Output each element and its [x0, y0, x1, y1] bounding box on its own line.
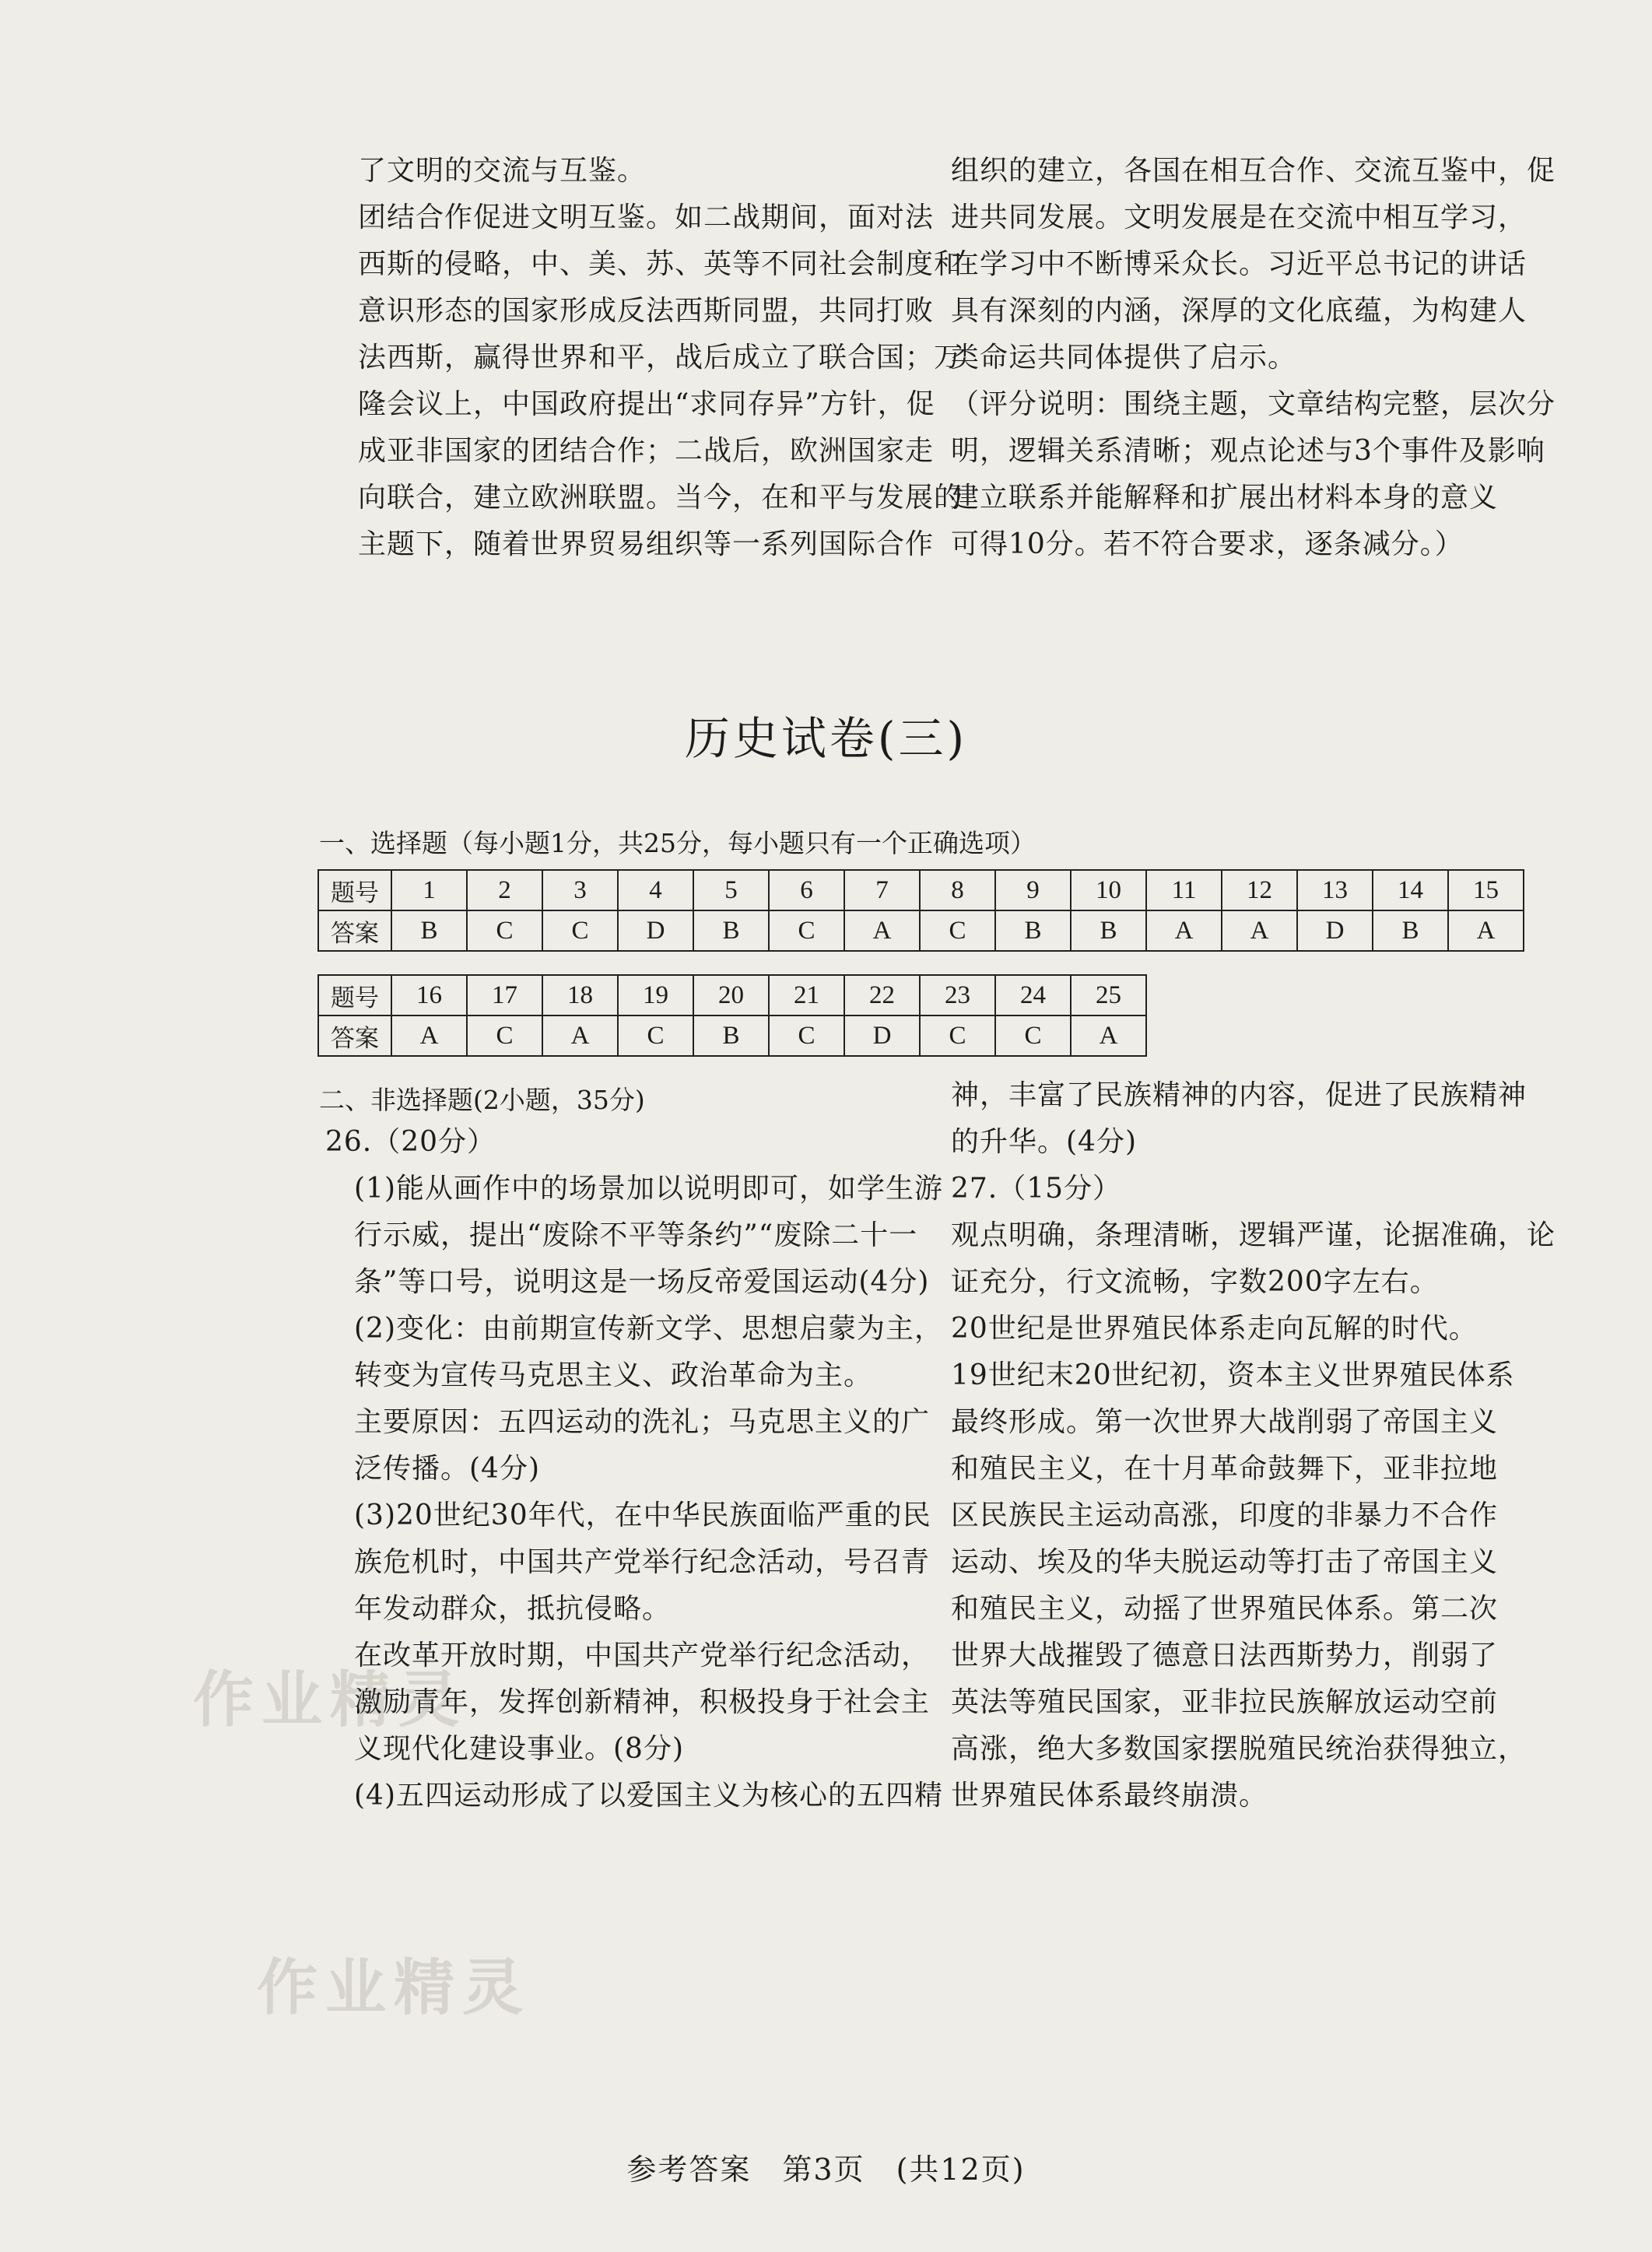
- answer-cell: C: [769, 1016, 844, 1056]
- question-number-cell: 1: [391, 870, 467, 910]
- answer-cell: B: [1071, 910, 1146, 951]
- answer-cell: B: [391, 910, 467, 951]
- answer-cell: C: [618, 1016, 693, 1056]
- text-line: 区民族民主运动高涨，印度的非暴力不合作: [951, 1500, 1499, 1531]
- text-line: 主要原因：五四运动的洗礼；马克思主义的广: [325, 1406, 931, 1438]
- text-line: 观点明确，条理清晰，逻辑严谨，论据准确，论: [951, 1219, 1556, 1251]
- text-line: 高涨，绝大多数国家摆脱殖民统治获得独立，: [951, 1733, 1527, 1765]
- question-number-cell: 25: [1071, 975, 1146, 1016]
- question-number-cell: 14: [1373, 870, 1448, 910]
- question-number-cell: 18: [542, 975, 618, 1016]
- text-line: 世界殖民体系最终崩溃。: [951, 1780, 1268, 1812]
- text-line: 在学习中不断博采众长。习近平总书记的讲话: [951, 248, 1527, 280]
- essay-continuation-right: [951, 148, 1556, 568]
- answer-cell: C: [920, 1016, 995, 1056]
- question-number-row: [318, 870, 1524, 910]
- text-line: 最终形成。第一次世界大战削弱了帝国主义: [951, 1406, 1499, 1438]
- question-number-cell: 22: [844, 975, 920, 1016]
- text-line: 泛传播。(4分): [325, 1453, 540, 1485]
- question-number-cell: 4: [618, 870, 693, 910]
- text-line: 类命运共同体提供了启示。: [951, 342, 1297, 374]
- text-line: 在改革开放时期，中国共产党举行纪念活动，: [325, 1640, 931, 1671]
- text-line: 激励青年，发挥创新精神，积极投身于社会主: [325, 1686, 931, 1718]
- text-line: 26.（20分）: [325, 1126, 496, 1158]
- text-line: 年发动群众，抵抗侵略。: [325, 1593, 672, 1625]
- text-line: 族危机时，中国共产党举行纪念活动，号召青: [325, 1546, 931, 1578]
- section-heading-multiple-choice: 一、选择题（每小题1分，共25分，每小题只有一个正确选项）: [319, 828, 1036, 858]
- answer-cell: A: [542, 1016, 618, 1056]
- row-label-cell: 答案: [318, 910, 391, 951]
- answer-table-2: [317, 974, 1147, 1057]
- answer-cell: D: [618, 910, 693, 951]
- answer-cell: A: [1071, 1016, 1146, 1056]
- question-number-row: [318, 975, 1146, 1016]
- question-number-cell: 23: [920, 975, 995, 1016]
- row-label-cell: 题号: [318, 975, 391, 1016]
- text-line: (3)20世纪30年代，在中华民族面临严重的民: [325, 1500, 931, 1531]
- text-line: 进共同发展。文明发展是在交流中相互学习，: [951, 202, 1527, 233]
- text-line: 明，逻辑关系清晰；观点论述与3个事件及影响: [951, 435, 1545, 467]
- question-number-cell: 10: [1071, 870, 1146, 910]
- text-line: 行示威，提出“废除不平等条约”“废除二十一: [325, 1219, 918, 1251]
- question-number-cell: 8: [920, 870, 995, 910]
- section-heading-non-choice: 二、非选择题(2小题，35分): [319, 1085, 645, 1115]
- question-number-cell: 7: [844, 870, 920, 910]
- text-line: (2)变化：由前期宣传新文学、思想启蒙为主，: [325, 1313, 943, 1345]
- question-number-cell: 2: [467, 870, 542, 910]
- watermark: 作业精灵: [193, 1665, 468, 1735]
- question-number-cell: 3: [542, 870, 618, 910]
- text-line: 西斯的侵略，中、美、苏、英等不同社会制度和: [358, 248, 963, 280]
- text-line: 建立联系并能解释和扩展出材料本身的意义: [951, 482, 1499, 514]
- question-number-cell: 21: [769, 975, 844, 1016]
- text-line: 英法等殖民国家，亚非拉民族解放运动空前: [951, 1686, 1499, 1718]
- answer-cell: C: [467, 910, 542, 951]
- question-number-cell: 16: [391, 975, 467, 1016]
- answer-row: [318, 910, 1524, 951]
- answer-cell: A: [1146, 910, 1222, 951]
- text-line: 主题下，随着世界贸易组织等一系列国际合作: [358, 528, 935, 560]
- answer-cell: B: [693, 1016, 769, 1056]
- question-number-cell: 19: [618, 975, 693, 1016]
- text-line: 意识形态的国家形成反法西斯同盟，共同打败: [358, 295, 935, 327]
- question-27-answer: [951, 1072, 1558, 1819]
- answer-cell: A: [1222, 910, 1297, 951]
- text-line: 团结合作促进文明互鉴。如二战期间，面对法: [358, 202, 935, 233]
- text-line: (4)五四运动形成了以爱国主义为核心的五四精: [325, 1780, 943, 1812]
- text-line: 19世纪末20世纪初，资本主义世界殖民体系: [951, 1359, 1515, 1391]
- text-line: （评分说明：围绕主题，文章结构完整，层次分: [951, 388, 1556, 420]
- text-line: 20世纪是世界殖民体系走向瓦解的时代。: [951, 1313, 1478, 1345]
- answer-cell: C: [769, 910, 844, 951]
- question-number-cell: 13: [1297, 870, 1373, 910]
- text-line: 条”等口号，说明这是一场反帝爱国运动(4分): [325, 1266, 930, 1298]
- text-line: 隆会议上，中国政府提出“求同存异”方针，促: [358, 388, 935, 420]
- text-line: 27.（15分）: [951, 1173, 1122, 1205]
- text-line: 可得10分。若不符合要求，逐条减分。）: [951, 528, 1464, 560]
- answer-cell: A: [844, 910, 920, 951]
- exam-title: 历史试卷(三): [684, 712, 968, 765]
- answer-cell: B: [1373, 910, 1448, 951]
- row-label-cell: 答案: [318, 1016, 391, 1056]
- question-number-cell: 15: [1448, 870, 1524, 910]
- answer-cell: D: [1297, 910, 1373, 951]
- text-line: 义现代化建设事业。(8分): [325, 1733, 684, 1765]
- answer-cell: B: [995, 910, 1071, 951]
- text-line: 转变为宣传马克思主义、政治革命为主。: [325, 1359, 873, 1391]
- answer-cell: A: [1448, 910, 1524, 951]
- text-line: 组织的建立，各国在相互合作、交流互鉴中，促: [951, 155, 1556, 187]
- question-number-cell: 5: [693, 870, 769, 910]
- question-26-answer: [325, 1119, 943, 1819]
- watermark: 作业精灵: [257, 1953, 531, 2023]
- text-line: 法西斯，赢得世界和平，战后成立了联合国；万: [358, 342, 963, 374]
- question-number-cell: 6: [769, 870, 844, 910]
- text-line: 的升华。(4分): [951, 1126, 1137, 1158]
- answer-row: [318, 1016, 1146, 1056]
- question-number-cell: 12: [1222, 870, 1297, 910]
- text-line: (1)能从画作中的场景加以说明即可，如学生游: [325, 1173, 943, 1205]
- question-number-cell: 17: [467, 975, 542, 1016]
- question-number-cell: 20: [693, 975, 769, 1016]
- text-line: 和殖民主义，在十月革命鼓舞下，亚非拉地: [951, 1453, 1499, 1485]
- text-line: 了文明的交流与互鉴。: [358, 155, 647, 187]
- text-line: 神，丰富了民族精神的内容，促进了民族精神: [951, 1079, 1527, 1111]
- answer-cell: A: [391, 1016, 467, 1056]
- text-line: 运动、埃及的华夫脱运动等打击了帝国主义: [951, 1546, 1499, 1578]
- question-number-cell: 11: [1146, 870, 1222, 910]
- answer-cell: D: [844, 1016, 920, 1056]
- answer-cell: C: [467, 1016, 542, 1056]
- answer-cell: C: [920, 910, 995, 951]
- answer-cell: C: [995, 1016, 1071, 1056]
- page-footer: 参考答案 第3页 (共12页): [626, 2152, 1026, 2187]
- row-label-cell: 题号: [318, 870, 391, 910]
- answer-cell: C: [542, 910, 618, 951]
- text-line: 成亚非国家的团结合作；二战后，欧洲国家走: [358, 435, 935, 467]
- question-number-cell: 9: [995, 870, 1071, 910]
- text-line: 向联合，建立欧洲联盟。当今，在和平与发展的: [358, 482, 963, 514]
- text-line: 证充分，行文流畅，字数200字左右。: [951, 1266, 1439, 1298]
- text-line: 和殖民主义，动摇了世界殖民体系。第二次: [951, 1593, 1499, 1625]
- text-line: 具有深刻的内涵，深厚的文化底蕴，为构建人: [951, 295, 1527, 327]
- essay-continuation-left: [358, 148, 963, 568]
- answer-table-1: [317, 869, 1524, 952]
- text-line: 世界大战摧毁了德意日法西斯势力，削弱了: [951, 1640, 1499, 1671]
- answer-cell: B: [693, 910, 769, 951]
- question-number-cell: 24: [995, 975, 1071, 1016]
